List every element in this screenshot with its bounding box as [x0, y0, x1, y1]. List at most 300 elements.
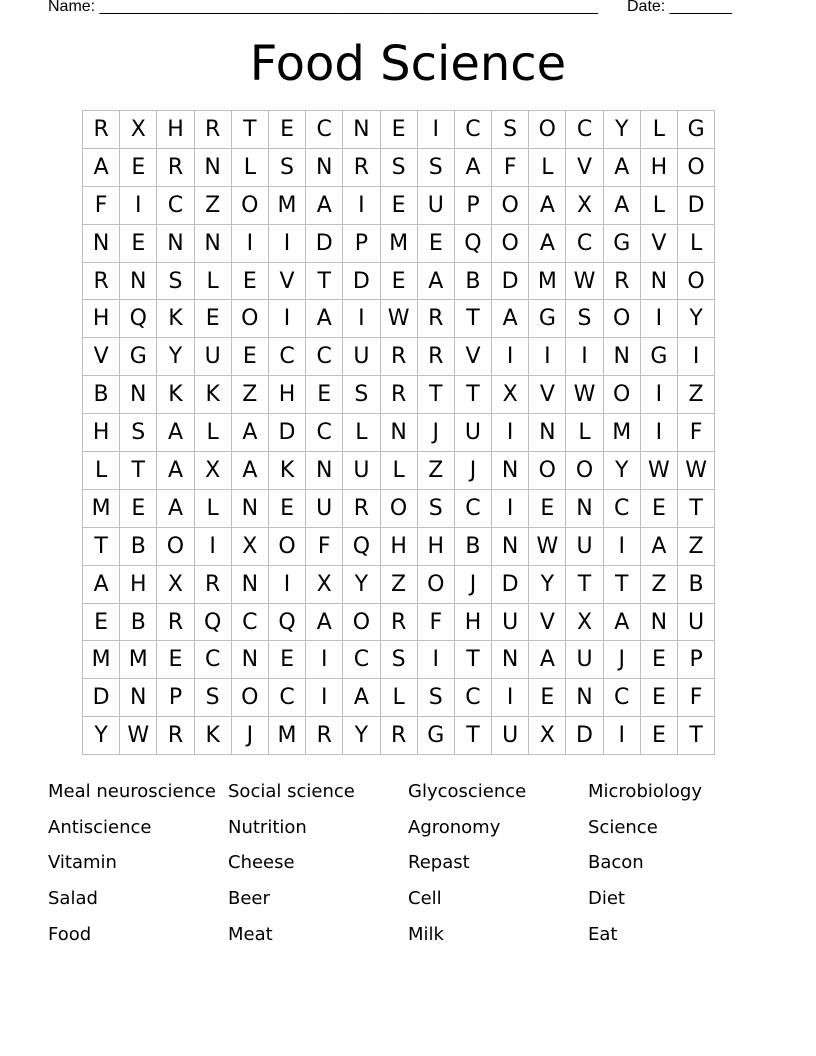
- grid-cell: E: [195, 300, 232, 338]
- grid-cell: L: [343, 414, 380, 452]
- grid-cell: N: [120, 679, 157, 717]
- grid-cell: O: [232, 300, 269, 338]
- grid-cell: O: [492, 187, 529, 225]
- grid-cell: C: [604, 679, 641, 717]
- grid-cell: O: [232, 679, 269, 717]
- grid-cell: T: [418, 376, 455, 414]
- grid-cell: W: [566, 263, 603, 301]
- grid-cell: O: [604, 376, 641, 414]
- grid-cell: L: [641, 187, 678, 225]
- grid-cell: W: [381, 300, 418, 338]
- grid-cell: A: [529, 641, 566, 679]
- grid-cell: L: [232, 149, 269, 187]
- grid-cell: R: [343, 149, 380, 187]
- grid-cell: B: [83, 376, 120, 414]
- grid-cell: L: [195, 490, 232, 528]
- grid-cell: C: [343, 641, 380, 679]
- grid-cell: F: [83, 187, 120, 225]
- grid-cell: W: [120, 717, 157, 755]
- grid-cell: T: [120, 452, 157, 490]
- grid-cell: E: [83, 604, 120, 642]
- word-list-item: Bacon: [588, 852, 644, 874]
- grid-cell: D: [306, 225, 343, 263]
- grid-cell: G: [641, 338, 678, 376]
- word-list-item: Cheese: [228, 852, 295, 874]
- grid-cell: U: [195, 338, 232, 376]
- grid-cell: J: [418, 414, 455, 452]
- grid-cell: R: [83, 111, 120, 149]
- header-line: [48, 0, 732, 16]
- grid-cell: C: [232, 604, 269, 642]
- word-list-item: Vitamin: [48, 852, 117, 874]
- grid-cell: E: [641, 490, 678, 528]
- grid-cell: T: [455, 717, 492, 755]
- grid-cell: T: [566, 566, 603, 604]
- grid-cell: E: [641, 679, 678, 717]
- grid-cell: I: [343, 187, 380, 225]
- grid-cell: R: [195, 111, 232, 149]
- grid-cell: W: [641, 452, 678, 490]
- grid-cell: H: [418, 528, 455, 566]
- word-list-item: Beer: [228, 888, 270, 910]
- grid-cell: F: [418, 604, 455, 642]
- grid-cell: I: [120, 187, 157, 225]
- grid-cell: S: [157, 263, 194, 301]
- grid-cell: C: [604, 490, 641, 528]
- grid-cell: L: [381, 679, 418, 717]
- grid-cell: R: [604, 263, 641, 301]
- grid-cell: X: [492, 376, 529, 414]
- grid-cell: E: [269, 490, 306, 528]
- grid-cell: R: [418, 338, 455, 376]
- grid-cell: O: [157, 528, 194, 566]
- grid-cell: U: [306, 490, 343, 528]
- grid-cell: I: [269, 566, 306, 604]
- grid-cell: A: [83, 566, 120, 604]
- grid-cell: S: [343, 376, 380, 414]
- grid-cell: H: [381, 528, 418, 566]
- grid-cell: I: [641, 414, 678, 452]
- grid-cell: U: [492, 717, 529, 755]
- grid-cell: Q: [455, 225, 492, 263]
- grid-cell: C: [157, 187, 194, 225]
- grid-cell: N: [232, 641, 269, 679]
- grid-cell: J: [604, 641, 641, 679]
- grid-cell: T: [455, 641, 492, 679]
- grid-cell: C: [566, 111, 603, 149]
- word-list-item: Milk: [408, 923, 444, 945]
- grid-cell: A: [455, 149, 492, 187]
- grid-cell: I: [306, 679, 343, 717]
- grid-cell: N: [195, 149, 232, 187]
- grid-cell: M: [269, 187, 306, 225]
- grid-cell: N: [604, 338, 641, 376]
- grid-cell: U: [492, 604, 529, 642]
- grid-cell: M: [269, 717, 306, 755]
- grid-cell: A: [232, 414, 269, 452]
- grid-cell: I: [269, 300, 306, 338]
- grid-cell: Q: [195, 604, 232, 642]
- grid-cell: I: [418, 111, 455, 149]
- grid-cell: L: [641, 111, 678, 149]
- page-title: Food Science: [249, 36, 567, 92]
- grid-cell: R: [418, 300, 455, 338]
- grid-cell: Q: [120, 300, 157, 338]
- grid-cell: Q: [343, 528, 380, 566]
- grid-cell: Z: [678, 528, 715, 566]
- grid-cell: A: [306, 604, 343, 642]
- grid-cell: X: [306, 566, 343, 604]
- grid-cell: K: [269, 452, 306, 490]
- grid-cell: F: [678, 414, 715, 452]
- grid-cell: U: [566, 641, 603, 679]
- grid-cell: O: [529, 111, 566, 149]
- grid-cell: O: [381, 490, 418, 528]
- grid-cell: X: [232, 528, 269, 566]
- grid-cell: T: [678, 717, 715, 755]
- grid-cell: A: [529, 187, 566, 225]
- grid-cell: H: [83, 300, 120, 338]
- grid-cell: Y: [83, 717, 120, 755]
- grid-cell: R: [195, 566, 232, 604]
- grid-cell: L: [83, 452, 120, 490]
- grid-cell: H: [641, 149, 678, 187]
- grid-cell: C: [306, 414, 343, 452]
- word-list-item: Repast: [408, 852, 470, 874]
- grid-cell: U: [343, 452, 380, 490]
- grid-cell: M: [604, 414, 641, 452]
- grid-cell: Z: [641, 566, 678, 604]
- word-list-item: Diet: [588, 888, 625, 910]
- grid-cell: C: [269, 679, 306, 717]
- grid-cell: E: [641, 717, 678, 755]
- grid-cell: P: [157, 679, 194, 717]
- grid-cell: V: [83, 338, 120, 376]
- grid-cell: O: [678, 149, 715, 187]
- grid-cell: D: [566, 717, 603, 755]
- grid-cell: A: [604, 604, 641, 642]
- grid-cell: E: [269, 111, 306, 149]
- grid-cell: U: [418, 187, 455, 225]
- grid-cell: I: [566, 338, 603, 376]
- grid-cell: Z: [195, 187, 232, 225]
- grid-cell: W: [529, 528, 566, 566]
- grid-cell: Z: [381, 566, 418, 604]
- grid-cell: N: [566, 490, 603, 528]
- grid-cell: O: [604, 300, 641, 338]
- grid-cell: I: [492, 490, 529, 528]
- grid-cell: G: [604, 225, 641, 263]
- grid-cell: O: [492, 225, 529, 263]
- grid-cell: X: [566, 604, 603, 642]
- grid-cell: I: [604, 717, 641, 755]
- grid-cell: O: [529, 452, 566, 490]
- grid-cell: A: [306, 187, 343, 225]
- word-list-item: Science: [588, 816, 658, 838]
- grid-cell: C: [269, 338, 306, 376]
- grid-cell: K: [195, 717, 232, 755]
- grid-cell: R: [83, 263, 120, 301]
- grid-cell: I: [641, 300, 678, 338]
- grid-cell: N: [381, 414, 418, 452]
- grid-cell: S: [381, 641, 418, 679]
- grid-cell: O: [678, 263, 715, 301]
- grid-cell: H: [83, 414, 120, 452]
- grid-cell: N: [232, 490, 269, 528]
- grid-cell: P: [455, 187, 492, 225]
- word-list: [48, 778, 768, 956]
- word-list-item: Eat: [588, 923, 618, 945]
- grid-cell: N: [492, 452, 529, 490]
- grid-cell: A: [157, 414, 194, 452]
- grid-cell: V: [529, 376, 566, 414]
- grid-cell: M: [83, 641, 120, 679]
- grid-cell: N: [492, 641, 529, 679]
- grid-cell: I: [678, 338, 715, 376]
- name-field-label: Name: ________________________________________________________: [48, 0, 598, 15]
- grid-cell: A: [232, 452, 269, 490]
- grid-cell: F: [678, 679, 715, 717]
- grid-cell: N: [492, 528, 529, 566]
- grid-cell: T: [604, 566, 641, 604]
- grid-cell: T: [455, 300, 492, 338]
- grid-cell: E: [381, 187, 418, 225]
- grid-cell: B: [120, 604, 157, 642]
- grid-cell: N: [566, 679, 603, 717]
- word-list-item: Antiscience: [48, 816, 152, 838]
- grid-cell: E: [381, 111, 418, 149]
- grid-cell: F: [306, 528, 343, 566]
- grid-cell: R: [343, 490, 380, 528]
- grid-cell: V: [529, 604, 566, 642]
- grid-cell: N: [529, 414, 566, 452]
- grid-cell: E: [529, 490, 566, 528]
- grid-cell: Y: [343, 717, 380, 755]
- grid-cell: X: [195, 452, 232, 490]
- grid-cell: E: [120, 149, 157, 187]
- grid-cell: S: [120, 414, 157, 452]
- grid-cell: S: [381, 149, 418, 187]
- grid-cell: U: [678, 604, 715, 642]
- grid-cell: N: [232, 566, 269, 604]
- grid-cell: L: [195, 263, 232, 301]
- grid-cell: J: [232, 717, 269, 755]
- grid-cell: R: [381, 338, 418, 376]
- grid-cell: X: [120, 111, 157, 149]
- grid-cell: A: [492, 300, 529, 338]
- grid-cell: E: [381, 263, 418, 301]
- grid-cell: B: [120, 528, 157, 566]
- grid-cell: L: [195, 414, 232, 452]
- grid-cell: E: [120, 490, 157, 528]
- grid-cell: I: [195, 528, 232, 566]
- grid-cell: R: [381, 604, 418, 642]
- word-list-item: Agronomy: [408, 816, 501, 838]
- grid-cell: C: [455, 490, 492, 528]
- grid-cell: S: [566, 300, 603, 338]
- grid-cell: E: [232, 338, 269, 376]
- grid-cell: X: [529, 717, 566, 755]
- grid-cell: D: [492, 263, 529, 301]
- grid-cell: M: [381, 225, 418, 263]
- grid-cell: N: [195, 225, 232, 263]
- grid-cell: I: [492, 414, 529, 452]
- grid-cell: R: [381, 717, 418, 755]
- grid-cell: T: [306, 263, 343, 301]
- grid-cell: A: [604, 149, 641, 187]
- grid-cell: K: [157, 300, 194, 338]
- grid-cell: C: [566, 225, 603, 263]
- grid-cell: E: [529, 679, 566, 717]
- word-list-item: Cell: [408, 888, 442, 910]
- grid-cell: T: [678, 490, 715, 528]
- grid-cell: I: [269, 225, 306, 263]
- grid-cell: N: [343, 111, 380, 149]
- grid-cell: Y: [157, 338, 194, 376]
- grid-cell: G: [120, 338, 157, 376]
- grid-cell: A: [157, 452, 194, 490]
- grid-cell: N: [83, 225, 120, 263]
- grid-cell: A: [604, 187, 641, 225]
- grid-cell: S: [195, 679, 232, 717]
- grid-cell: I: [604, 528, 641, 566]
- grid-cell: A: [641, 528, 678, 566]
- grid-cell: I: [343, 300, 380, 338]
- grid-cell: V: [269, 263, 306, 301]
- grid-cell: N: [641, 604, 678, 642]
- grid-cell: A: [306, 300, 343, 338]
- grid-cell: S: [418, 490, 455, 528]
- word-list-item: Nutrition: [228, 816, 307, 838]
- grid-cell: R: [157, 149, 194, 187]
- grid-cell: G: [678, 111, 715, 149]
- grid-cell: C: [306, 338, 343, 376]
- grid-cell: U: [343, 338, 380, 376]
- grid-cell: D: [492, 566, 529, 604]
- grid-cell: Y: [604, 452, 641, 490]
- word-list-item: Food: [48, 923, 92, 945]
- grid-cell: O: [343, 604, 380, 642]
- grid-cell: I: [306, 641, 343, 679]
- grid-cell: Z: [232, 376, 269, 414]
- grid-cell: D: [269, 414, 306, 452]
- grid-cell: X: [566, 187, 603, 225]
- grid-cell: D: [83, 679, 120, 717]
- grid-cell: J: [455, 452, 492, 490]
- grid-cell: B: [678, 566, 715, 604]
- grid-cell: L: [566, 414, 603, 452]
- grid-cell: W: [566, 376, 603, 414]
- grid-cell: A: [157, 490, 194, 528]
- grid-cell: I: [418, 641, 455, 679]
- grid-cell: O: [269, 528, 306, 566]
- grid-cell: I: [529, 338, 566, 376]
- grid-cell: N: [641, 263, 678, 301]
- grid-cell: O: [232, 187, 269, 225]
- grid-cell: E: [641, 641, 678, 679]
- grid-cell: P: [678, 641, 715, 679]
- grid-cell: S: [418, 149, 455, 187]
- grid-cell: A: [343, 679, 380, 717]
- grid-cell: D: [343, 263, 380, 301]
- grid-cell: R: [306, 717, 343, 755]
- grid-cell: M: [120, 641, 157, 679]
- grid-cell: Y: [343, 566, 380, 604]
- grid-cell: H: [157, 111, 194, 149]
- grid-cell: M: [83, 490, 120, 528]
- grid-cell: C: [195, 641, 232, 679]
- grid-cell: B: [455, 263, 492, 301]
- grid-cell: P: [343, 225, 380, 263]
- grid-cell: I: [232, 225, 269, 263]
- grid-cell: H: [120, 566, 157, 604]
- grid-cell: G: [529, 300, 566, 338]
- word-list-item: Meal neuroscience: [48, 781, 216, 802]
- grid-cell: E: [120, 225, 157, 263]
- grid-cell: F: [492, 149, 529, 187]
- word-list-item: Glycoscience: [408, 781, 527, 802]
- grid-cell: G: [418, 717, 455, 755]
- grid-cell: C: [455, 679, 492, 717]
- grid-cell: V: [641, 225, 678, 263]
- grid-cell: V: [566, 149, 603, 187]
- grid-cell: N: [120, 376, 157, 414]
- grid-cell: S: [269, 149, 306, 187]
- letter-grid: [82, 110, 715, 755]
- grid-cell: O: [566, 452, 603, 490]
- grid-cell: M: [529, 263, 566, 301]
- grid-cell: O: [418, 566, 455, 604]
- grid-cell: E: [269, 641, 306, 679]
- grid-cell: Z: [418, 452, 455, 490]
- grid-cell: Y: [604, 111, 641, 149]
- date-field-label: Date: _______: [627, 0, 732, 15]
- grid-cell: Q: [269, 604, 306, 642]
- grid-cell: Y: [529, 566, 566, 604]
- grid-cell: E: [157, 641, 194, 679]
- grid-cell: N: [157, 225, 194, 263]
- grid-cell: R: [157, 604, 194, 642]
- grid-cell: T: [83, 528, 120, 566]
- grid-cell: B: [455, 528, 492, 566]
- grid-cell: I: [492, 679, 529, 717]
- grid-cell: L: [529, 149, 566, 187]
- grid-cell: E: [418, 225, 455, 263]
- grid-cell: V: [455, 338, 492, 376]
- grid-cell: T: [455, 376, 492, 414]
- grid-cell: U: [455, 414, 492, 452]
- grid-cell: E: [306, 376, 343, 414]
- grid-cell: K: [195, 376, 232, 414]
- grid-cell: I: [641, 376, 678, 414]
- grid-cell: R: [157, 717, 194, 755]
- grid-cell: A: [418, 263, 455, 301]
- grid-cell: E: [232, 263, 269, 301]
- grid-cell: X: [157, 566, 194, 604]
- word-list-item: Microbiology: [588, 781, 702, 802]
- grid-cell: Y: [678, 300, 715, 338]
- word-list-item: Meat: [228, 923, 273, 945]
- grid-cell: C: [455, 111, 492, 149]
- grid-cell: N: [306, 452, 343, 490]
- grid-cell: T: [232, 111, 269, 149]
- grid-cell: N: [120, 263, 157, 301]
- word-list-item: Salad: [48, 888, 98, 910]
- word-list-item: Social science: [228, 781, 355, 802]
- grid-cell: L: [381, 452, 418, 490]
- grid-cell: W: [678, 452, 715, 490]
- grid-cell: N: [306, 149, 343, 187]
